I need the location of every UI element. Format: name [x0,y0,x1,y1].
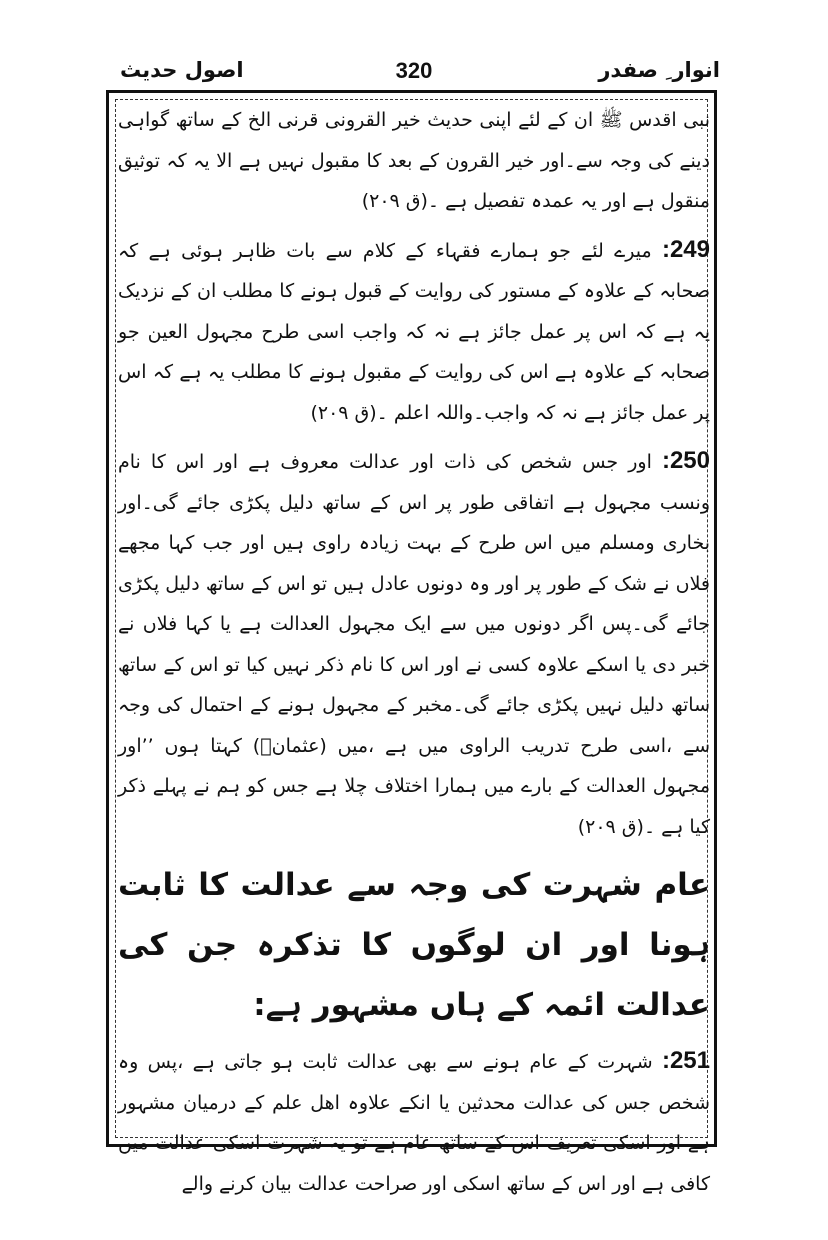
paragraph-1: نبی اقدس ﷺ ان کے لئے اپنی حدیث خیر القرونی قرنی الخ کے ساتھ گواہی دینے کی وجہ سے۔اور خیر القرون کے بعد کا مقبول نہیں ہے الا یہ کہ توثیق منقول ہے اور یہ عمدہ تفصیل ہے ۔(ق ۲۰۹) [118,109,710,212]
paragraph-number: 250: [661,447,710,474]
paragraph-250 [118,441,710,847]
paragraph-249 [118,230,710,434]
paragraph-text: شہرت کے عام ہونے سے بھی عدالت ثابت ہو جاتی ہے ،پس وہ شخص جس کی عدالت محدثین یا انکے علاوہ اھل علم کے درمیان مشہور ہے اور اسکی تعریف اس کے ساتھ عام ہے تو یہ شہرت اسکی عدالت میں کافی ہے اور اس کے ساتھ اسکی اور صراحت عدالت بیان کرنے والے [118,1051,710,1195]
paragraph-number: 251: [661,1047,710,1074]
paragraph-text: اور جس شخص کی ذات اور عدالت معروف ہے اور اس کا نام ونسب مجہول ہے اتفاقی طور پر اس کے ساتھ دلیل پکڑی جائے گی۔اور بخاری ومسلم میں اس طرح کے بہت زیادہ راوی ہیں اور جب کہا مجھے فلاں نے شک کے طور پر اور وہ دونوں عادل ہیں تو اس کے ساتھ دلیل پکڑی جائے گی۔پس اگر دونوں میں سے ایک مجہول العدالت ہے یا کہا فلاں نے خبر دی یا اسکے علاوہ کسی نے اور اس کا نام ذکر نہیں کیا تو اس کے ساتھ ساتھ دلیل نہیں پکڑی جائے گی۔مخبر کے مجہول ہونے کے احتمال کی وجہ سے ،اسی طرح تدریب الراوی میں ہے ،میں (عثمانؒ) کہتا ہوں ’’اور مجہول العدالت کے بارے میں ہمارا اختلاف چلا ہے جس کو ہم نے پہلے ذکر کیا ہے ۔(ق ۲۰۹) [118,451,710,838]
paragraph-number: 249: [661,235,710,263]
header-section-title: اصول حدیث [120,58,244,82]
paragraph-text: میرے لئے جو ہمارے فقہاء کے کلام سے بات ظاہر ہوئی ہے کہ صحابہ کے علاوہ کے مستور کی روایت کے قبول ہونے کا مطلب ان کے نزدیک یہ ہے کہ اس پر عمل جائز ہے نہ کہ واجب اسی طرح مجہول العین جو صحابہ کے علاوہ ہے اس کی روایت کے مقبول ہونے کا مطلب یہ ہے کہ اس پر عمل جائز ہے نہ کہ واجب۔واللہ اعلم ۔(ق ۲۰۹) [118,239,710,424]
section-heading: عام شہرت کی وجہ سے عدالت کا ثابت ہونا اور ان لوگوں کا تذکرہ جن کی عدالت ائمہ کے ہاں مشہور ہے: [118,867,710,1023]
page-number: 320 [395,58,433,83]
header-book-title: انوار ِ صفدر [598,58,720,82]
paragraph-251 [118,1041,710,1204]
page-body [118,100,710,1195]
